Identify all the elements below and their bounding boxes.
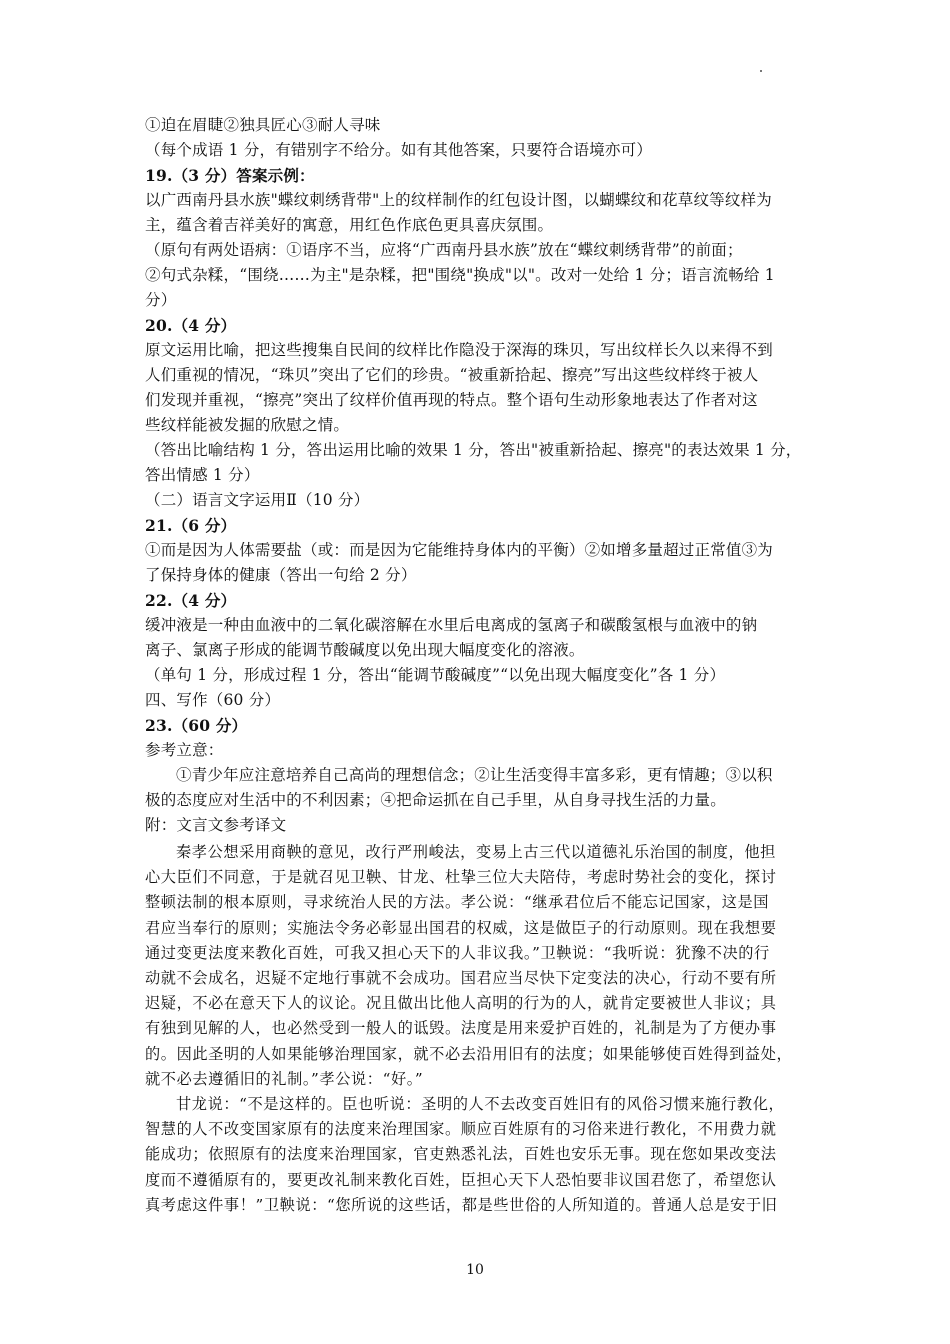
q22-answer-line: 离子、氯离子形成的能调节酸碱度以免出现大幅度变化的溶液。 (145, 641, 585, 659)
q21-answer-line: 了保持身体的健康（答出一句给 2 分） (145, 566, 417, 584)
idiom-answers: ①迫在眉睫②独具匠心③耐人寻味 (145, 116, 381, 134)
idiom-scoring-note: （每个成语 1 分，有错别字不给分。如有其他答案，只要符合语境亦可） (145, 141, 653, 159)
q20-answer-line: 们发现并重视，“擦亮”突出了纹样价值再现的特点。整个语句生动形象地表达了作者对这 (145, 391, 758, 409)
translation-line: 就不必去遵循旧的礼制。”孝公说：“好。” (145, 1069, 424, 1088)
translation-line: 智慧的人不改变国家原有的法度来治理国家。顺应百姓原有的习俗来进行教化，不用费力就 (145, 1120, 777, 1139)
answer-page (145, 113, 815, 1218)
q21-answer-line: ①而是因为人体需要盐（或：而是因为它能维持身体内的平衡）②如增多量超过正常值③为 (145, 541, 774, 559)
q23-answer-line: ①青少年应注意培养自己高尚的理想信念；②让生活变得丰富多彩，更有情趣；③以积 (176, 766, 773, 784)
q22-heading: 22.（4 分） (145, 591, 237, 610)
q19-answer-line: 以广西南丹县水族"蝶纹刺绣背带"上的纹样制作的红包设计图，以蝴蝶纹和花草纹等纹样为 (145, 191, 772, 209)
translation-line: 心大臣们不同意，于是就召见卫鞅、甘龙、杜挚三位大夫陪侍，考虑时势社会的变化，探讨 (145, 868, 777, 887)
q19-note-line: （原句有两处语病：①语序不当，应将“广西南丹县水族”放在“蝶纹刺绣背带”的前面； (145, 241, 743, 259)
q21-heading: 21.（6 分） (145, 516, 237, 535)
translation-line: 度而不遵循原有的，要更改礼制来教化百姓，臣担心天下人恐怕要非议国君您了，希望您认 (145, 1170, 777, 1189)
q20-note-line: 答出情感 1 分） (145, 466, 260, 484)
section-heading: 四、写作（60 分） (145, 691, 281, 709)
translation-line: 君应当奉行的原则；实施法令务必彰显出国君的权威，这是做臣子的行动原则。现在我想要 (145, 918, 777, 937)
q19-heading: 19.（3 分）答案示例： (145, 166, 315, 185)
appendix-heading: 附：文言文参考译文 (145, 816, 287, 834)
q19-note-line: ②句式杂糅，“围绕……为主"是杂糅，把"围绕"换成"以"。改对一处给 1 分；语言流畅给 1 (145, 266, 775, 284)
translation-line: 甘龙说：“不是这样的。臣也听说：圣明的人不去改变百姓旧有的风俗习惯来施行教化， (176, 1095, 785, 1114)
q22-note-line: （单句 1 分，形成过程 1 分，答出“能调节酸碱度”“以免出现大幅度变化”各 1 分） (145, 666, 726, 684)
translation-line: 有独到见解的人，也必然受到一般人的诋毁。法度是用来爱护百姓的，礼制是为了方便办事 (145, 1019, 777, 1038)
translation-line: 的。因此圣明的人如果能够治理国家，就不必去沿用旧有的法度；如果能够使百姓得到益处， (145, 1044, 793, 1063)
translation-line: 通过变更法度来教化百姓，可我又担心天下的人非议我。”卫鞅说：“我听说：犹豫不决的行 (145, 943, 770, 962)
q22-answer-line: 缓冲液是一种由血液中的二氧化碳溶解在水里后电离成的氢离子和碳酸氢根与血液中的钠 (145, 616, 758, 634)
q19-answer-line: 主，蕴含着吉祥美好的寓意，用红色作底色更具喜庆氛围。 (145, 216, 554, 234)
q20-answer-line: 些纹样能被发掘的欣慰之情。 (145, 416, 350, 434)
q23-heading: 23.（60 分） (145, 716, 248, 735)
translation-line: 动就不会成名，迟疑不定地行事就不会成功。国君应当尽快下定变法的决心，行动不要有所 (145, 969, 777, 988)
translation-line: 整顿法制的根本原则，寻求统治人民的方法。孝公说：“继承君位后不能忘记国家，这是国 (145, 893, 770, 912)
page-number: 10 (466, 1262, 484, 1278)
q23-subheading: 参考立意： (145, 741, 224, 759)
translation-line: 真考虑这件事！”卫鞅说：“您所说的这些话，都是些世俗的人所知道的。普通人总是安于旧 (145, 1195, 778, 1214)
q23-answer-line: 极的态度应对生活中的不利因素；④把命运抓在自己手里，从自身寻找生活的力量。 (145, 791, 726, 809)
q20-answer-line: 人们重视的情况，“珠贝”突出了它们的珍贵。“被重新拾起、擦亮”写出这些纹样终于被人 (145, 366, 759, 384)
translation-line: 能成功；依照原有的法度来治理国家，官吏熟悉礼法，百姓也安乐无事。现在您如果改变法 (145, 1145, 777, 1164)
scan-dot (760, 70, 762, 72)
q20-answer-line: 原文运用比喻，把这些搜集自民间的纹样比作隐没于深海的珠贝，写出纹样长久以来得不到 (145, 341, 774, 359)
section-heading: （二）语言文字运用Ⅱ（10 分） (145, 491, 370, 509)
q20-heading: 20.（4 分） (145, 316, 237, 335)
translation-line: 迟疑，不必在意天下人的议论。况且做出比他人高明的行为的人，就肯定要被世人非议；具 (145, 994, 777, 1013)
q20-note-line: （答出比喻结构 1 分，答出运用比喻的效果 1 分，答出"被重新拾起、擦亮"的表达效果 1 分， (145, 441, 802, 459)
q19-note-line: 分） (145, 291, 177, 309)
translation-line: 秦孝公想采用商鞅的意见，改行严刑峻法，变易上古三代以道德礼乐治国的制度，他担 (176, 843, 776, 861)
